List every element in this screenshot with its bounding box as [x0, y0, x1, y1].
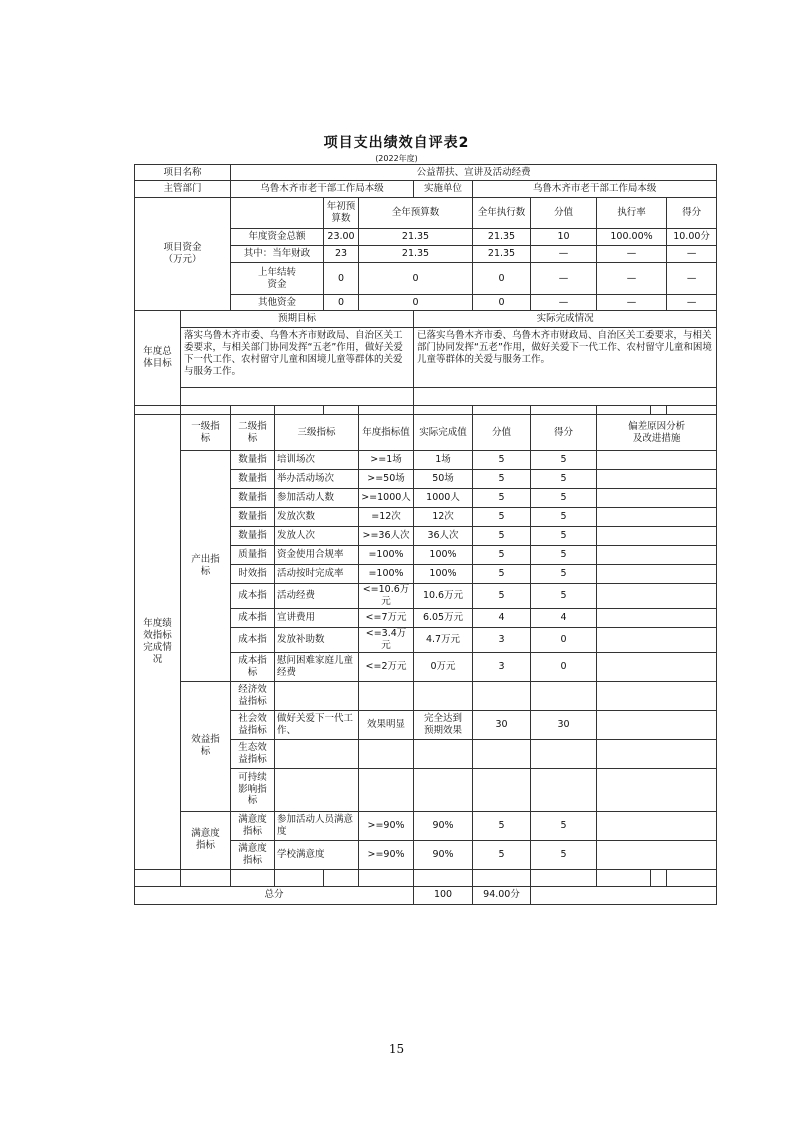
target-value: >=36人次 — [359, 527, 414, 546]
actual-value: 6.05万元 — [414, 608, 473, 627]
level2-indicator: 成本指 — [231, 584, 275, 609]
level3-indicator: 参加活动人员满意度 — [275, 811, 359, 840]
level2-indicator: 成本指 标 — [231, 652, 275, 681]
funds-value: 0 — [359, 263, 473, 295]
empty-cell — [135, 406, 181, 415]
level3-indicator: 资金使用合规率 — [275, 546, 359, 565]
score-value — [473, 739, 531, 768]
empty-cell — [667, 869, 717, 886]
score — [531, 681, 597, 710]
score — [531, 739, 597, 768]
target-value: <=7万元 — [359, 608, 414, 627]
indicator-col-header: 一级指 标 — [181, 415, 231, 451]
empty-cell — [275, 406, 324, 415]
indicator-col-header: 三级指标 — [275, 415, 359, 451]
empty-cell — [181, 406, 231, 415]
funds-value: — — [667, 246, 717, 263]
satisfaction-indicator-label: 满意度 指标 — [181, 811, 231, 869]
funds-value: — — [597, 295, 667, 311]
deviation-cell — [597, 739, 717, 768]
expected-goal-header: 预期目标 — [181, 311, 414, 328]
empty-cell — [473, 869, 531, 886]
target-value: >=1000人 — [359, 489, 414, 508]
actual-value: 0万元 — [414, 652, 473, 681]
target-value: >=90% — [359, 811, 414, 840]
actual-value: 4.7万元 — [414, 627, 473, 652]
funds-value: 0 — [359, 295, 473, 311]
level2-indicator: 数量指 — [231, 451, 275, 470]
score: 5 — [531, 470, 597, 489]
deviation-cell — [597, 681, 717, 710]
level3-indicator: 宣讲费用 — [275, 608, 359, 627]
actual-value — [414, 768, 473, 811]
empty-cell — [181, 388, 414, 406]
score-value: 5 — [473, 565, 531, 584]
empty-cell — [324, 406, 359, 415]
level2-indicator: 数量指 — [231, 527, 275, 546]
target-value — [359, 768, 414, 811]
actual-value: 100% — [414, 546, 473, 565]
level3-indicator: 参加活动人数 — [275, 489, 359, 508]
deviation-cell — [597, 811, 717, 840]
actual-value: 10.6万元 — [414, 584, 473, 609]
impl-label: 实施单位 — [414, 181, 473, 198]
funds-value: 21.35 — [359, 229, 473, 246]
funds-col-header: 全年预算数 — [359, 198, 473, 229]
funds-value: 0 — [324, 263, 359, 295]
funds-value: 21.35 — [359, 246, 473, 263]
funds-col-header: 分值 — [531, 198, 597, 229]
actual-value: 完全达到 预期效果 — [414, 710, 473, 739]
level3-indicator: 做好关爱下一代工作、 — [275, 710, 359, 739]
funds-value: 0 — [324, 295, 359, 311]
score-value: 5 — [473, 584, 531, 609]
deviation-cell — [597, 608, 717, 627]
target-value: <=10.6万元 — [359, 584, 414, 609]
level2-indicator: 时效指 — [231, 565, 275, 584]
funds-value: — — [531, 295, 597, 311]
funds-value: — — [531, 263, 597, 295]
empty-cell — [275, 869, 324, 886]
funds-value: 0 — [473, 295, 531, 311]
score-value: 5 — [473, 840, 531, 869]
funds-value: — — [531, 246, 597, 263]
deviation-cell — [597, 489, 717, 508]
total-score: 94.00分 — [473, 886, 531, 904]
goals-label: 年度总 体目标 — [135, 311, 181, 406]
level3-indicator — [275, 768, 359, 811]
actual-value: 90% — [414, 811, 473, 840]
empty-cell — [231, 869, 275, 886]
page-number: 15 — [388, 1042, 405, 1056]
funds-col-header: 年初预 算数 — [324, 198, 359, 229]
level3-indicator: 发放次数 — [275, 508, 359, 527]
score-value: 5 — [473, 451, 531, 470]
score: 5 — [531, 489, 597, 508]
empty-cell — [359, 869, 414, 886]
actual-value: 12次 — [414, 508, 473, 527]
score-value: 4 — [473, 608, 531, 627]
funds-row-label: 其中：当年财政 — [231, 246, 324, 263]
empty-cell — [597, 869, 651, 886]
output-indicator-label: 产出指 标 — [181, 451, 231, 682]
total-label: 总分 — [135, 886, 414, 904]
score: 4 — [531, 608, 597, 627]
score: 5 — [531, 527, 597, 546]
level3-indicator — [275, 739, 359, 768]
score — [531, 768, 597, 811]
target-value: =12次 — [359, 508, 414, 527]
dept-label: 主管部门 — [135, 181, 231, 198]
deviation-cell — [597, 627, 717, 652]
level2-indicator: 成本指 — [231, 608, 275, 627]
funds-col-header: 得分 — [667, 198, 717, 229]
score-value: 5 — [473, 470, 531, 489]
deviation-cell — [597, 451, 717, 470]
score: 5 — [531, 546, 597, 565]
target-value: 效果明显 — [359, 710, 414, 739]
score-value: 5 — [473, 546, 531, 565]
level2-indicator: 经济效 益指标 — [231, 681, 275, 710]
level2-indicator: 满意度 指标 — [231, 811, 275, 840]
level3-indicator: 培训场次 — [275, 451, 359, 470]
deviation-cell — [597, 527, 717, 546]
year-note: (2022年度) — [375, 154, 418, 163]
score: 30 — [531, 710, 597, 739]
level3-indicator: 学校满意度 — [275, 840, 359, 869]
actual-goal-text: 已落实乌鲁木齐市委、乌鲁木齐市财政局、自治区关工委要求，与相关部门协同发挥“五老”作用，做好关爱下一代工作、农村留守儿童和困境儿童等群体的关爱与服务工作。 — [414, 328, 717, 388]
target-value — [359, 739, 414, 768]
indicator-col-header: 得分 — [531, 415, 597, 451]
empty-cell — [181, 869, 231, 886]
funds-value: — — [667, 295, 717, 311]
funds-value: 10.00分 — [667, 229, 717, 246]
score-value: 3 — [473, 652, 531, 681]
empty-cell — [135, 869, 181, 886]
score-value: 30 — [473, 710, 531, 739]
target-value — [359, 681, 414, 710]
score: 0 — [531, 627, 597, 652]
actual-value: 100% — [414, 565, 473, 584]
deviation-cell — [597, 768, 717, 811]
empty-cell — [531, 869, 597, 886]
score-value: 3 — [473, 627, 531, 652]
deviation-cell — [597, 508, 717, 527]
level3-indicator: 发放人次 — [275, 527, 359, 546]
funds-value: — — [667, 263, 717, 295]
score-value: 5 — [473, 489, 531, 508]
empty-cell — [473, 406, 531, 415]
level2-indicator: 质量指 — [231, 546, 275, 565]
level3-indicator: 举办活动场次 — [275, 470, 359, 489]
level3-indicator: 活动经费 — [275, 584, 359, 609]
target-value: <=3.4万元 — [359, 627, 414, 652]
empty-cell — [531, 406, 597, 415]
target-value: =100% — [359, 546, 414, 565]
score: 0 — [531, 652, 597, 681]
empty-cell — [414, 869, 473, 886]
actual-value: 50场 — [414, 470, 473, 489]
indicator-section-label: 年度绩 效指标 完成情 况 — [135, 415, 181, 870]
target-value: >=50场 — [359, 470, 414, 489]
total-score-value: 100 — [414, 886, 473, 904]
funds-row-label: 上年结转 资金 — [231, 263, 324, 295]
empty-cell — [359, 406, 414, 415]
funds-value: 21.35 — [473, 246, 531, 263]
empty-cell — [231, 406, 275, 415]
score: 5 — [531, 811, 597, 840]
indicator-col-header: 偏差原因分析 及改进措施 — [597, 415, 717, 451]
empty-cell — [597, 406, 651, 415]
deviation-cell — [597, 710, 717, 739]
empty-cell — [324, 869, 359, 886]
funds-value: 23 — [324, 246, 359, 263]
document-title: 项目支出绩效自评表2 — [323, 135, 470, 151]
benefit-indicator-label: 效益指 标 — [181, 681, 231, 811]
funds-label: 项目资金 （万元） — [135, 198, 231, 311]
funds-row-label: 其他资金 — [231, 295, 324, 311]
empty-cell — [651, 869, 667, 886]
total-empty — [531, 886, 717, 904]
funds-col-header: 执行率 — [597, 198, 667, 229]
score-value: 5 — [473, 811, 531, 840]
level2-indicator: 数量指 — [231, 508, 275, 527]
empty-cell — [414, 406, 473, 415]
funds-value: 10 — [531, 229, 597, 246]
funds-value: 0 — [473, 263, 531, 295]
actual-goal-header: 实际完成情况 — [414, 311, 717, 328]
level2-indicator: 成本指 — [231, 627, 275, 652]
score: 5 — [531, 584, 597, 609]
level2-indicator: 社会效 益指标 — [231, 710, 275, 739]
project-name-label: 项目名称 — [135, 165, 231, 181]
score: 5 — [531, 508, 597, 527]
deviation-cell — [597, 652, 717, 681]
performance-table — [134, 164, 717, 905]
level3-indicator — [275, 681, 359, 710]
empty-cell — [414, 388, 717, 406]
funds-value: 100.00% — [597, 229, 667, 246]
score: 5 — [531, 565, 597, 584]
level3-indicator: 发放补助数 — [275, 627, 359, 652]
target-value: >=90% — [359, 840, 414, 869]
score-value — [473, 681, 531, 710]
deviation-cell — [597, 840, 717, 869]
level3-indicator: 活动按时完成率 — [275, 565, 359, 584]
funds-value: — — [597, 246, 667, 263]
score-value — [473, 768, 531, 811]
target-value: =100% — [359, 565, 414, 584]
level2-indicator: 数量指 — [231, 470, 275, 489]
funds-value: 21.35 — [473, 229, 531, 246]
level3-indicator: 慰问困难家庭儿童经费 — [275, 652, 359, 681]
level2-indicator: 生态效 益指标 — [231, 739, 275, 768]
score: 5 — [531, 451, 597, 470]
target-value: <=2万元 — [359, 652, 414, 681]
level2-indicator: 满意度 指标 — [231, 840, 275, 869]
actual-value: 1场 — [414, 451, 473, 470]
deviation-cell — [597, 546, 717, 565]
actual-value — [414, 681, 473, 710]
dept-value: 乌鲁木齐市老干部工作局本级 — [231, 181, 414, 198]
target-value: >=1场 — [359, 451, 414, 470]
funds-row-label: 年度资金总额 — [231, 229, 324, 246]
score: 5 — [531, 840, 597, 869]
deviation-cell — [597, 584, 717, 609]
funds-value: 23.00 — [324, 229, 359, 246]
score-value: 5 — [473, 527, 531, 546]
indicator-col-header: 分值 — [473, 415, 531, 451]
funds-corner — [231, 198, 324, 229]
actual-value — [414, 739, 473, 768]
score-value: 5 — [473, 508, 531, 527]
deviation-cell — [597, 470, 717, 489]
expected-goal-text: 落实乌鲁木齐市委、乌鲁木齐市财政局、自治区关工委要求，与相关部门协同发挥“五老”作用，做好关爱下一代工作、农村留守儿童和困境儿童等群体的关爱与服务工作。 — [181, 328, 414, 388]
actual-value: 90% — [414, 840, 473, 869]
funds-col-header: 全年执行数 — [473, 198, 531, 229]
indicator-col-header: 二级指 标 — [231, 415, 275, 451]
empty-cell — [667, 406, 717, 415]
indicator-col-header: 年度指标值 — [359, 415, 414, 451]
funds-value: — — [597, 263, 667, 295]
deviation-cell — [597, 565, 717, 584]
level2-indicator: 数量指 — [231, 489, 275, 508]
impl-value: 乌鲁木齐市老干部工作局本级 — [473, 181, 717, 198]
indicator-col-header: 实际完成值 — [414, 415, 473, 451]
level2-indicator: 可持续 影响指 标 — [231, 768, 275, 811]
empty-cell — [651, 406, 667, 415]
project-name-value: 公益帮扶、宣讲及活动经费 — [231, 165, 717, 181]
actual-value: 1000人 — [414, 489, 473, 508]
actual-value: 36人次 — [414, 527, 473, 546]
